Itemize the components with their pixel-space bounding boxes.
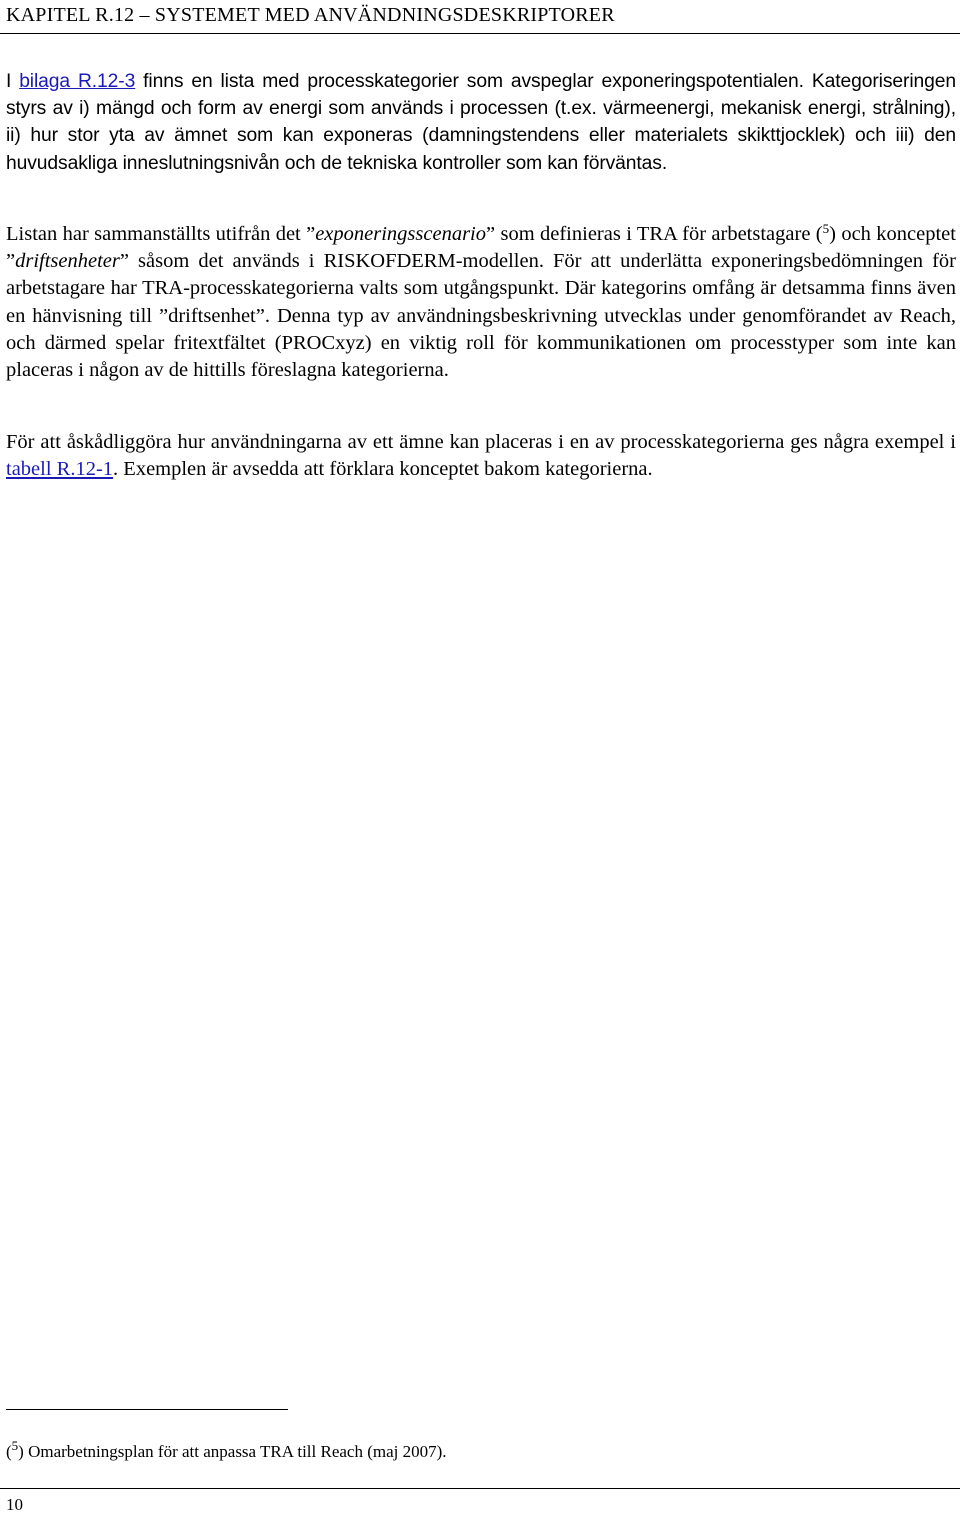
term-driftsenheter: driftsenheter <box>15 250 120 273</box>
term-exponeringsscenario: exponeringsscenario <box>315 223 486 245</box>
page-number: 10 <box>6 1495 23 1514</box>
footnote-open: ( <box>6 1442 12 1461</box>
paragraph2-part3: ) och konceptet ” <box>6 223 956 273</box>
link-tabell-r12-1[interactable]: tabell R.12-1 <box>6 458 114 481</box>
footer-divider <box>0 1488 960 1489</box>
footnote <box>6 1438 447 1463</box>
paragraph1-intro: I <box>6 71 20 92</box>
paragraph2-part4: ” såsom det används i RISKOFDERM-modellen. För att underlätta exponeringsbedömningen för arbetstagare har TRA-processkategorierna valts som utgångspunkt. Där kategorins omfång är detsamma finns även en hänvisning till ”driftsenhet”. Denna typ av användningsbeskrivning utvecklas under genomförandet av Reach, och därmed spelar fritextfältet (PROCxyz) en viktig roll för kommunikationen om processtyper som inte kan placeras i någon av de hittills föreslagna kategorierna. <box>6 250 956 382</box>
paragraph3-part1: För att åskådliggöra hur användningarna av ett ämne kan placeras i en av processkategorierna ges några exempel i <box>6 431 956 453</box>
paragraph2-part1: Listan har sammanställts utifrån det ” <box>6 223 316 245</box>
paragraph-process-categories <box>6 68 956 177</box>
paragraph-examples <box>6 429 956 483</box>
header-divider <box>0 33 960 34</box>
footnote-reference[interactable]: 5 <box>822 221 830 236</box>
footnote-divider <box>6 1409 288 1410</box>
footnote-number: 5 <box>11 1438 19 1453</box>
paragraph-list-origin <box>6 221 956 384</box>
link-bilaga-r12-3[interactable]: bilaga R.12-3 <box>19 71 136 92</box>
page-header-title: KAPITEL R.12 – SYSTEMET MED ANVÄNDNINGSDESKRIPTORER <box>6 4 615 26</box>
paragraph1-text: finns en lista med processkategorier som avspeglar exponeringspotentialen. Kategoriseringen styrs av i) mängd och form av energi som används i processen (t.ex. värmeenergi, mekanisk energi, strålning), ii) hur stor yta av ämnet som kan exponeras (damningstendens eller materialets skikttjocklek) och iii) den huvudsakliga inneslutningsnivån och de tekniska kontroller som kan förväntas. <box>6 71 957 174</box>
paragraph3-part2: . Exemplen är avsedda att förklara konceptet bakom kategorierna. <box>113 458 653 481</box>
paragraph2-part2: ” som definieras i TRA för arbetstagare ( <box>486 223 823 245</box>
footnote-text: ) Omarbetningsplan för att anpassa TRA till Reach (maj 2007). <box>18 1442 447 1461</box>
